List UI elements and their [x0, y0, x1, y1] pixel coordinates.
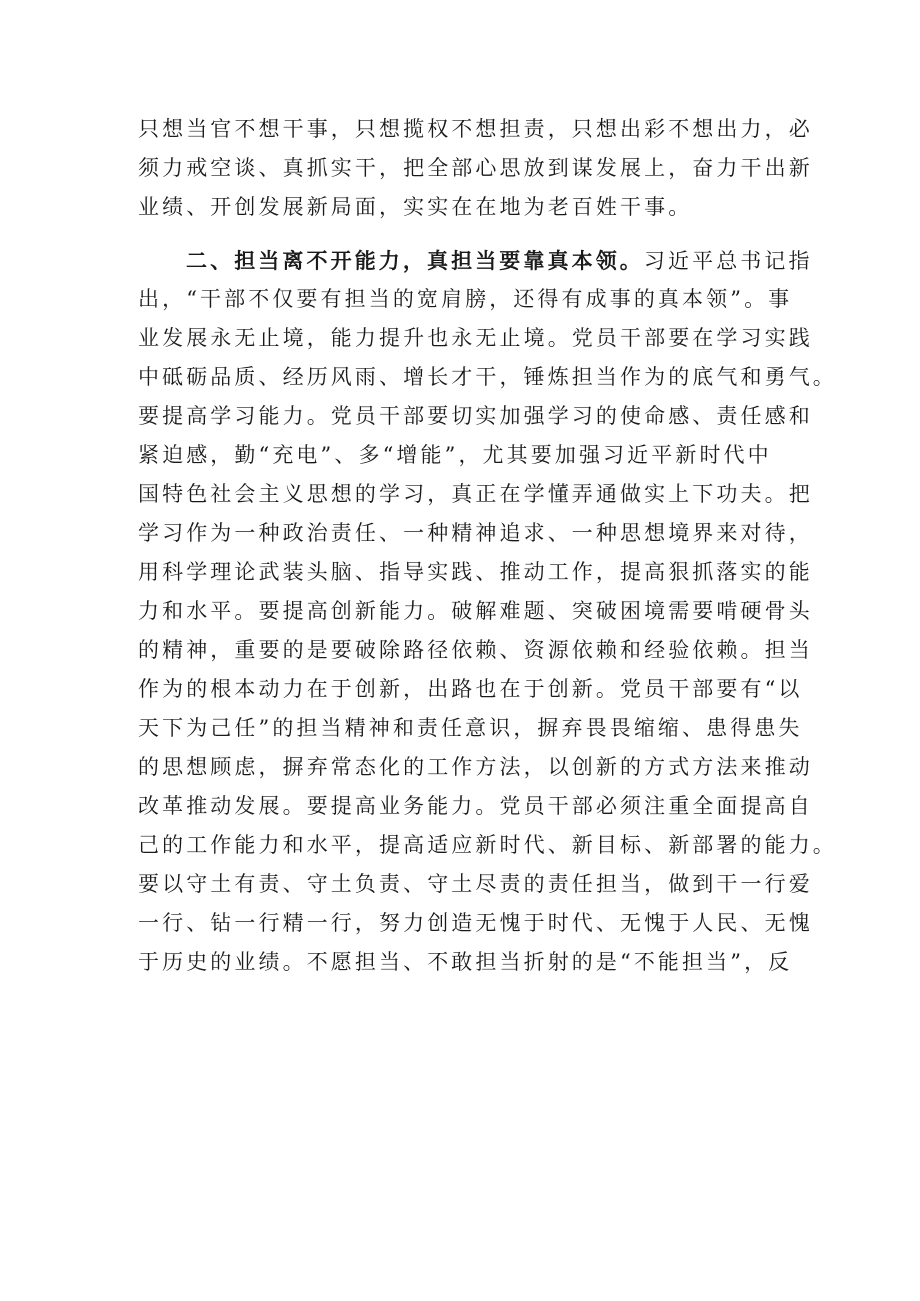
paragraph-continuation	[138, 110, 813, 227]
paragraph-line: 改革推动发展。要提高业务能力。党员干部必须注重全面提高自	[138, 794, 813, 818]
paragraph-first-line	[138, 241, 813, 280]
paragraph-line: 于历史的业绩。不愿担当、不敢担当折射的是“不能担当”，反	[138, 950, 793, 974]
paragraph-line: 作为的根本动力在于创新，出路也在于创新。党员干部要有“以	[138, 677, 803, 701]
paragraph-line: 国特色社会主义思想的学习，真正在学懂弄通做实上下功夫。把	[138, 482, 813, 506]
paragraph-line: 中砥砺品质、经历风雨、增长才干，锤炼担当作为的底气和勇气。	[138, 365, 837, 389]
paragraph-line: 力和水平。要提高创新能力。破解难题、突破困境需要啃硬骨头	[138, 599, 813, 623]
paragraph-line: 的思想顾虑，摒弃常态化的工作方法，以创新的方式方法来推动	[138, 755, 813, 779]
paragraph-line: 一行、钻一行精一行，努力创造无愧于时代、无愧于人民、无愧	[138, 911, 813, 935]
paragraph-line: 须力戒空谈、真抓实干，把全部心思放到谋发展上，奋力干出新	[138, 156, 813, 180]
section-heading: 二、担当离不开能力，真担当要靠真本领。	[186, 248, 644, 273]
paragraph-line: 己的工作能力和水平，提高适应新时代、新目标、新部署的能力。	[138, 833, 837, 857]
paragraph-line: 业绩、开创发展新局面，实实在在地为老百姓干事。	[138, 195, 693, 219]
paragraph-line: 紧迫感，勤“充电”、多“增能”，尤其要加强习近平新时代中	[138, 443, 772, 467]
paragraph-line	[138, 982, 798, 1021]
paragraph-line: 学习作为一种政治责任、一种精神追求、一种思想境界来对待，	[138, 521, 813, 545]
paragraph-line: 要提高学习能力。党员干部要切实加强学习的使命感、责任感和	[138, 404, 813, 428]
paragraph-section-two	[138, 241, 837, 1021]
paragraph-line: 用科学理论武装头脑、指导实践、推动工作，提高狠抓落实的能	[138, 560, 813, 584]
paragraph-line: 业发展永无止境，能力提升也永无止境。党员干部要在学习实践	[138, 326, 813, 350]
paragraph-line: 天下为己任”的担当精神和责任意识，摒弃畏畏缩缩、患得患失	[138, 716, 803, 740]
paragraph-line: 要以守土有责、守土负责、守土尽责的责任担当，做到干一行爱	[138, 872, 813, 896]
first-line-text: 习近平总书记指	[643, 249, 813, 273]
paragraph-line: 只想当官不想干事，只想揽权不想担责，只想出彩不想出力，必	[138, 117, 813, 141]
paragraph-line: 的精神，重要的是要破除路径依赖、资源依赖和经验依赖。担当	[138, 638, 813, 662]
paragraph-line: 出，“干部不仅要有担当的宽肩膀，还得有成事的真本领”。事	[138, 287, 793, 311]
